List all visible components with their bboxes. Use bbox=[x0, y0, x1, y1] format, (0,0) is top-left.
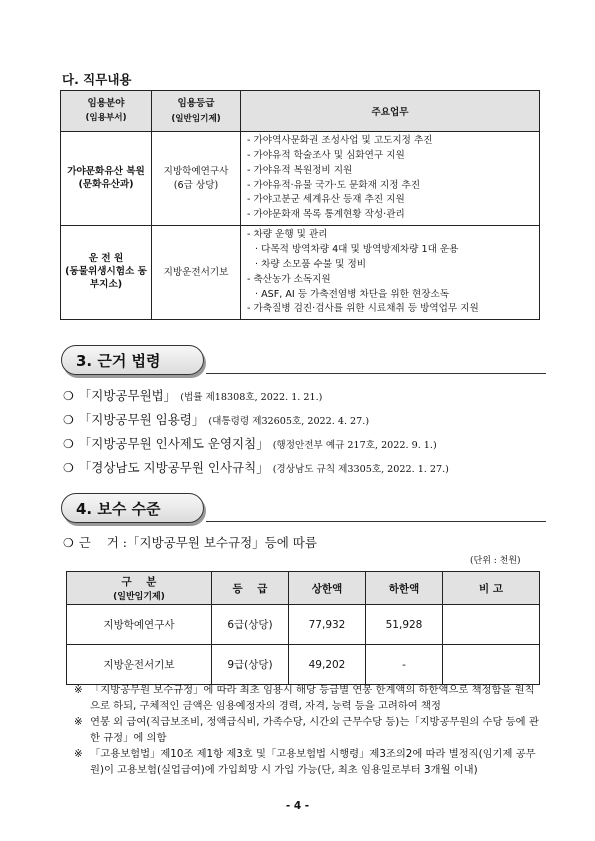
note-item: ※ 「지방공무원 보수규정」에 따라 최초 임용시 해당 등급별 연봉 한계액의 하한액으로 책정함을 원칙으로 하되, 구체적인 금액은 임용예정자의 경력, 자격, 능력 등을 고려하여 책정 bbox=[74, 684, 535, 712]
task-item: - 가야역사문화권 조성사업 및 고도지정 추진 bbox=[247, 135, 433, 146]
pay-upper: 49,202 bbox=[289, 645, 366, 685]
pay-row bbox=[67, 605, 540, 645]
header-grade: 등 급 bbox=[212, 572, 289, 605]
section4-rule bbox=[206, 521, 546, 522]
note-item: ※ 연봉 외 급여(직급보조비, 정액급식비, 가족수당, 시간외 근무수당 등)는「지방공무원의 수당 등에 관한 규정」에 의함 bbox=[74, 715, 539, 744]
duties-title: 다. 직무내용 bbox=[62, 72, 132, 87]
pay-remark bbox=[443, 605, 540, 645]
pay-name: 지방학예연구사 bbox=[67, 605, 212, 645]
pay-notes bbox=[74, 683, 544, 779]
section3-rule bbox=[206, 373, 546, 374]
task-item: - 축산농가 소독지원 bbox=[247, 273, 331, 285]
duty-field: 운 전 원 (동물위생시험소 동부지소) bbox=[61, 226, 152, 320]
header-grade: 임용등급 (일반임기제) bbox=[152, 91, 241, 132]
task-subitem: · 차량 소모품 수불 및 정비 bbox=[255, 258, 366, 270]
pay-remark bbox=[443, 645, 540, 685]
reference-mark-icon: ※ bbox=[74, 684, 83, 696]
circle-bullet-icon: ❍ bbox=[63, 437, 74, 451]
header-remark: 비 고 bbox=[443, 572, 540, 605]
note-item: ※ 「고용보험법」제10조 제1항 제3호 및「고용보험법 시행령」제3조의2에 따라 별정직(임기제 공무원)이 고용보험(실업급여)에 가입희망 시 가입 가능(단, 최초 임용일로부터 3개월 이내) bbox=[74, 747, 536, 776]
pay-grade: 9급(상당) bbox=[212, 645, 289, 685]
duty-grade: 지방운전서기보 bbox=[152, 226, 241, 320]
pay-table bbox=[66, 571, 540, 685]
task-subitem: · ASF, AI 등 가축전염병 차단을 위한 현장소독 bbox=[255, 288, 450, 300]
pay-row bbox=[67, 645, 540, 685]
duty-grade: 지방학예연구사 (6급 상당) bbox=[152, 132, 241, 226]
section4-title: 4. 보수 수준 bbox=[61, 493, 204, 523]
task-item: - 가야문화재 목록 통계현황 작성·관리 bbox=[247, 209, 405, 221]
pay-lower: - bbox=[366, 645, 443, 685]
reference-mark-icon: ※ bbox=[74, 715, 83, 728]
task-item: - 차량 운행 및 관리 bbox=[247, 229, 328, 241]
task-item: - 가축질병 검진·검사를 위한 시료채취 등 방역업무 지원 bbox=[247, 303, 479, 315]
pay-grade: 6급(상당) bbox=[212, 605, 289, 645]
task-item: - 가야유적 학술조사 및 심화연구 지원 bbox=[247, 149, 405, 161]
law-item: ❍ 「지방공무원 인사제도 운영지침」 (행정안전부 예규 217호, 2022. 9. 1.) bbox=[63, 436, 437, 451]
task-subitem: · 다목적 방역차량 4대 및 방역방제차량 1대 운용 bbox=[255, 244, 459, 256]
header-upper: 상한액 bbox=[289, 572, 366, 605]
law-item: ❍ 「지방공무원법」 (법률 제18308호, 2022. 1. 21.) bbox=[63, 388, 323, 403]
law-item: ❍ 「지방공무원 임용령」 (대통령령 제32605호, 2022. 4. 27.) bbox=[63, 412, 370, 427]
header-field: 임용분야 (임용부서) bbox=[61, 91, 152, 132]
duty-tasks bbox=[241, 226, 540, 320]
pay-header-row bbox=[67, 572, 540, 605]
duties-table bbox=[60, 90, 540, 320]
law-item: ❍ 「경상남도 지방공무원 인사규칙」 (경상남도 규칙 제3305호, 2022. 1. 27.) bbox=[63, 460, 449, 475]
section3-title: 3. 근거 법령 bbox=[61, 345, 204, 375]
duty-field: 가야문화유산 복원 (문화유산과) bbox=[61, 132, 152, 226]
task-item: - 가야유적·유물 국가·도 문화재 지정 추진 bbox=[247, 179, 421, 191]
page-number: - 4 - bbox=[285, 800, 310, 812]
task-item: - 가야유적 복원정비 지원 bbox=[247, 164, 353, 176]
reference-mark-icon: ※ bbox=[74, 747, 83, 760]
circle-bullet-icon: ❍ bbox=[63, 536, 74, 550]
task-item: - 가야고분군 세계유산 등재 추진 지원 bbox=[247, 194, 405, 206]
header-main: 주요업무 bbox=[241, 91, 540, 132]
pay-basis: ❍ 근 거 :「지방공무원 보수규정」등에 따름 bbox=[63, 535, 317, 550]
duties-row bbox=[61, 226, 540, 320]
pay-name: 지방운전서기보 bbox=[67, 645, 212, 685]
pay-lower: 51,928 bbox=[366, 605, 443, 645]
circle-bullet-icon: ❍ bbox=[63, 461, 74, 475]
header-gubun: 구 분 (일반임기제) bbox=[67, 572, 212, 605]
unit-label: (단위 : 천원) bbox=[470, 556, 521, 566]
circle-bullet-icon: ❍ bbox=[63, 413, 74, 427]
duties-row bbox=[61, 132, 540, 226]
header-lower: 하한액 bbox=[366, 572, 443, 605]
duties-header-row bbox=[61, 91, 540, 132]
circle-bullet-icon: ❍ bbox=[63, 389, 74, 403]
duty-tasks bbox=[241, 132, 540, 226]
pay-upper: 77,932 bbox=[289, 605, 366, 645]
